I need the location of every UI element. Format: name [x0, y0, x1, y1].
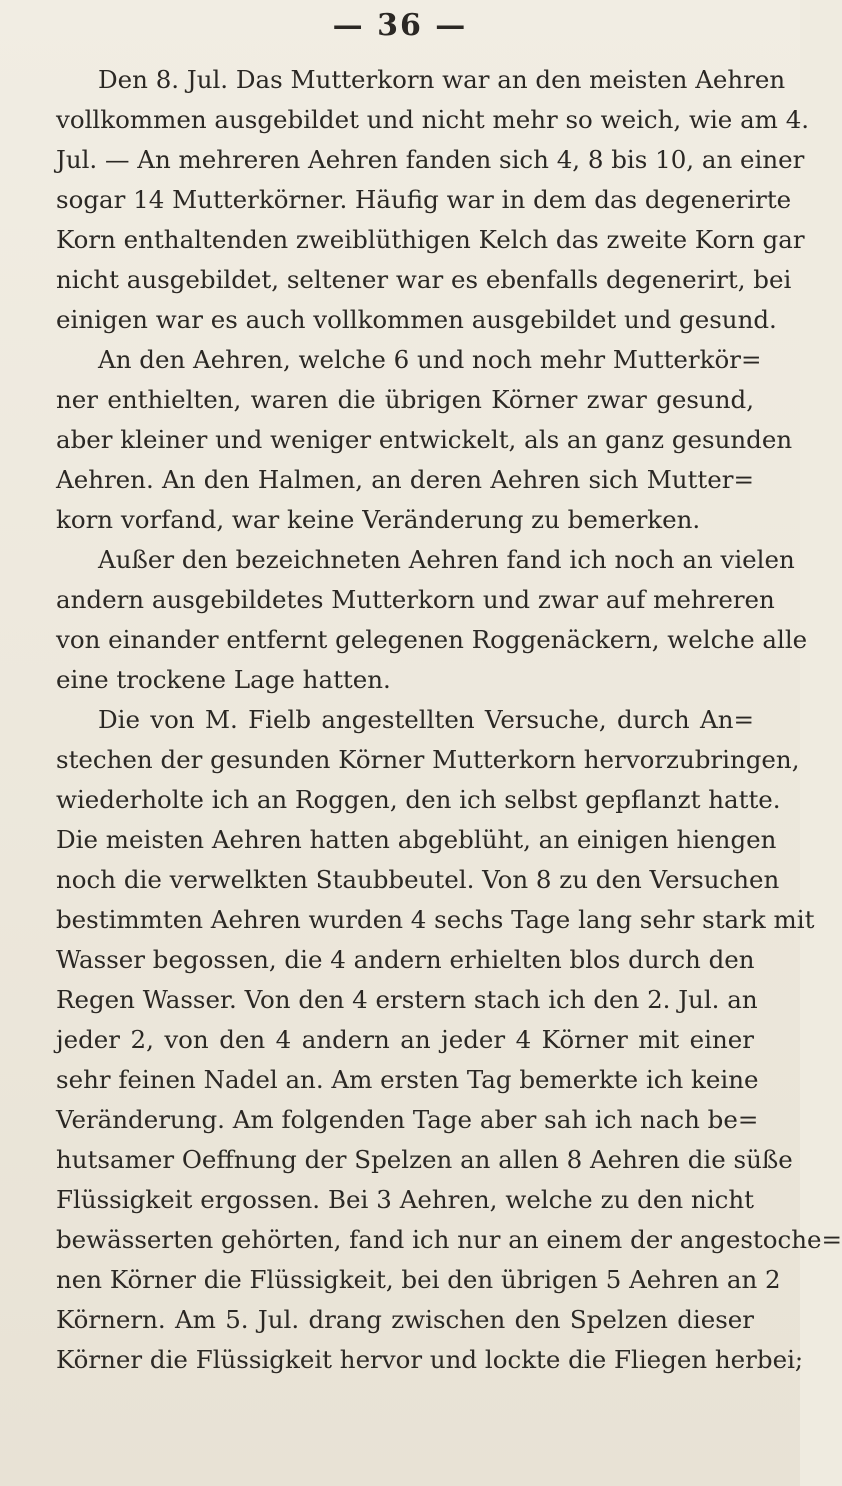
text-line: nen Körner die Flüssigkeit, bei den übrigen 5 Aehren an 2: [56, 1265, 781, 1294]
text-line: Wasser begossen, die 4 andern erhielten blos durch den: [56, 945, 755, 974]
text-line: Außer den bezeichneten Aehren fand ich noch an vielen: [98, 545, 795, 574]
text-line: Die meisten Aehren hatten abgeblüht, an einigen hiengen: [56, 825, 777, 854]
text-line: Körnern. Am 5. Jul. drang zwischen den Spelzen dieser: [56, 1305, 754, 1334]
text-line: vollkommen ausgebildet und nicht mehr so weich, wie am 4.: [56, 105, 810, 134]
text-line: Regen Wasser. Von den 4 erstern stach ich den 2. Jul. an: [56, 985, 758, 1014]
text-line: Jul. — An mehreren Aehren fanden sich 4, 8 bis 10, an einer: [56, 145, 805, 174]
text-line: andern ausgebildetes Mutterkorn und zwar auf mehreren: [56, 585, 775, 614]
text-line: bewässerten gehörten, fand ich nur an einem der angestoche=: [56, 1225, 842, 1254]
text-line: An den Aehren, welche 6 und noch mehr Mutterkör=: [98, 345, 762, 374]
text-line: nicht ausgebildet, seltener war es ebenfalls degenerirt, bei: [56, 265, 792, 294]
text-line: bestimmten Aehren wurden 4 sechs Tage lang sehr stark mit: [56, 905, 815, 934]
text-line: eine trockene Lage hatten.: [56, 665, 391, 694]
text-line: stechen der gesunden Körner Mutterkorn hervorzubringen,: [56, 745, 800, 774]
text-line: Den 8. Jul. Das Mutterkorn war an den meisten Aehren: [98, 65, 786, 94]
text-line: Die von M. Fielb angestellten Versuche, durch An=: [98, 705, 754, 734]
text-line: noch die verwelkten Staubbeutel. Von 8 zu den Versuchen: [56, 865, 780, 894]
text-line: ner enthielten, waren die übrigen Körner zwar gesund,: [56, 385, 754, 414]
text-line: von einander entfernt gelegenen Roggenäckern, welche alle: [56, 625, 808, 654]
text-line: hutsamer Oeffnung der Spelzen an allen 8 Aehren die süße: [56, 1145, 793, 1174]
text-line: Veränderung. Am folgenden Tage aber sah ich nach be=: [56, 1105, 759, 1134]
text-line: sogar 14 Mutterkörner. Häufig war in dem das degenerirte: [56, 185, 792, 214]
text-line: korn vorfand, war keine Veränderung zu bemerken.: [56, 505, 701, 534]
text-line: sehr feinen Nadel an. Am ersten Tag bemerkte ich keine: [56, 1065, 759, 1094]
text-line: Aehren. An den Halmen, an deren Aehren sich Mutter=: [56, 465, 754, 494]
text-line: Korn enthaltenden zweiblüthigen Kelch das zweite Korn gar: [56, 225, 805, 254]
text-body: [56, 60, 842, 1380]
text-line: einigen war es auch vollkommen ausgebildet und gesund.: [56, 305, 777, 334]
text-line: Körner die Flüssigkeit hervor und lockte die Fliegen herbei;: [56, 1345, 804, 1374]
text-line: jeder 2, von den 4 andern an jeder 4 Körner mit einer: [56, 1025, 754, 1054]
text-line: wiederholte ich an Roggen, den ich selbst gepflanzt hatte.: [56, 785, 781, 814]
text-line: aber kleiner und weniger entwickelt, als an ganz gesunden: [56, 425, 793, 454]
page-number: — 36 —: [332, 8, 468, 43]
text-line: Flüssigkeit ergossen. Bei 3 Aehren, welche zu den nicht: [56, 1185, 754, 1214]
